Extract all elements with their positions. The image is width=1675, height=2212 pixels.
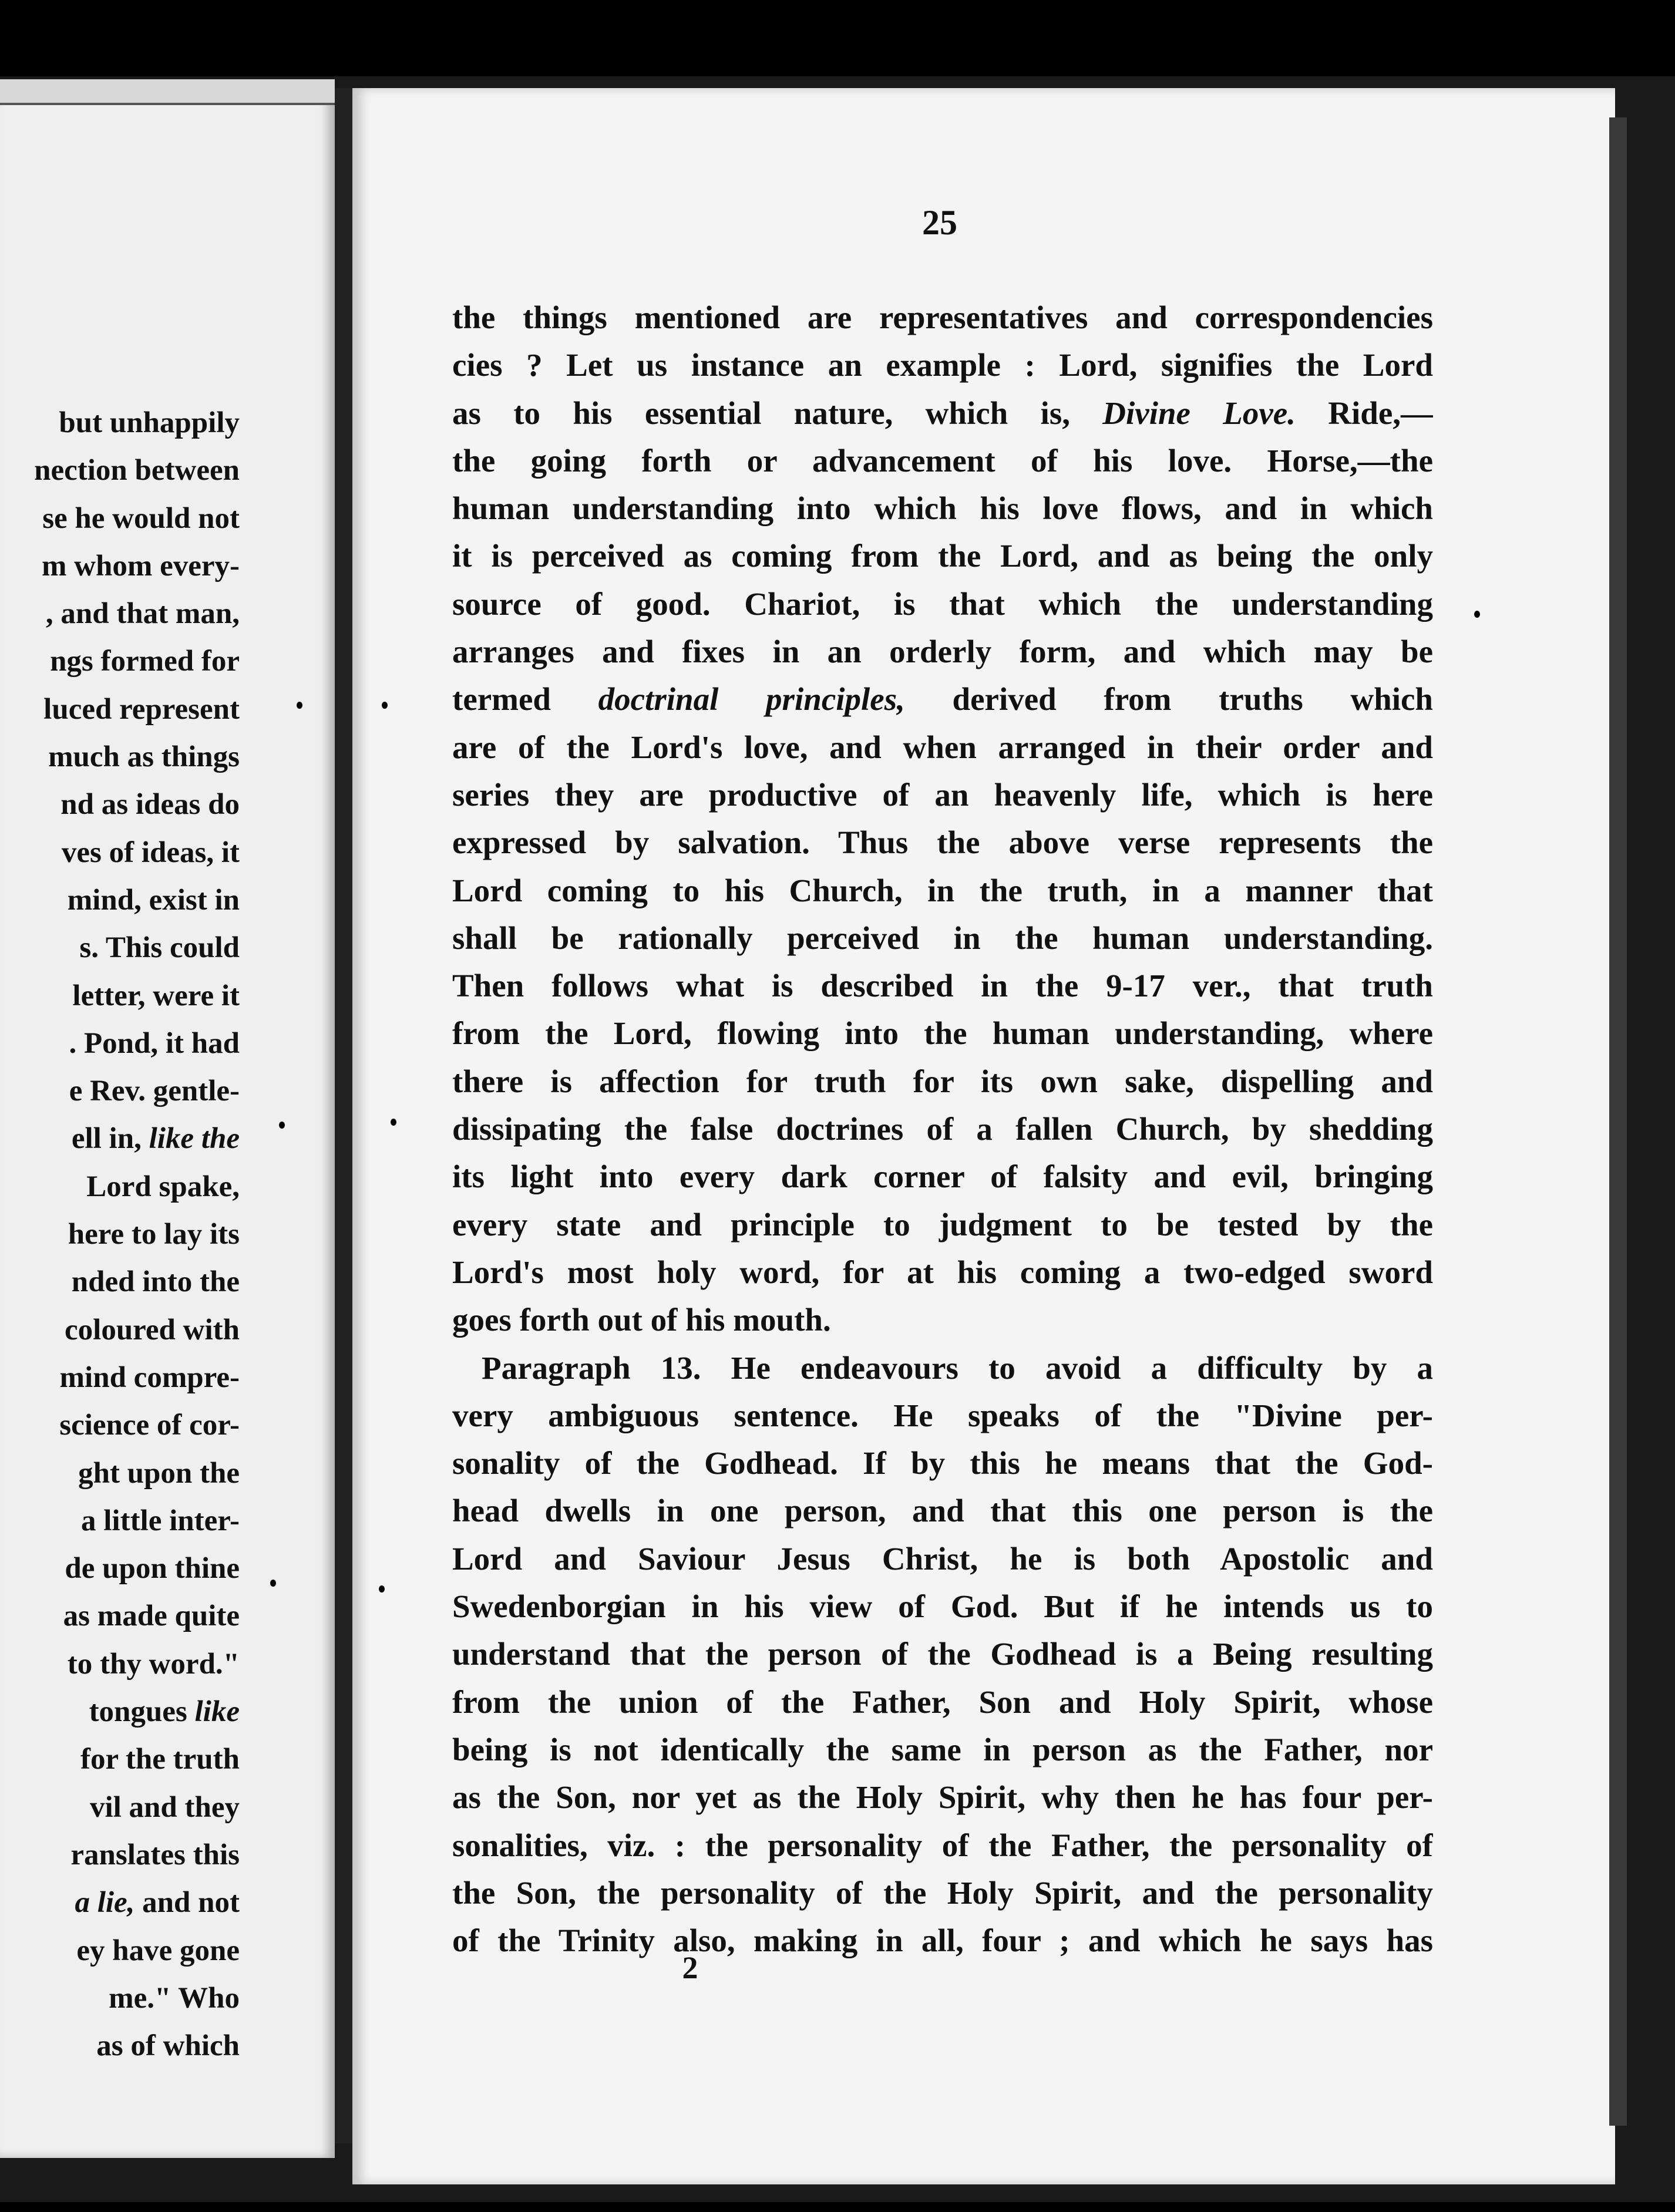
text-line: as the Son, nor yet as the Holy Spirit, why then he has four per- [452,1779,1433,1816]
text-line: the things mentioned are representatives and correspondencies [452,299,1433,335]
text-line: its light into every dark corner of falsity and evil, bringing [452,1159,1433,1195]
text-line: arranges and fixes in an orderly form, and which may be [452,634,1433,670]
book-spine [335,88,352,2143]
text-line: series they are productive of an heavenly life, which is here [452,776,1433,813]
left-page-line: much as things [48,740,240,774]
text-line: of the Trinity also, making in all, four ; and which he says has [452,1923,1433,1959]
text-line: Lord and Saviour Jesus Christ, he is both Apostolic and [452,1540,1433,1577]
text-line: goes forth out of his mouth. [452,1302,831,1338]
paragraph-1 [452,294,1433,1344]
text-line: are of the Lord's love, and when arranged in their order and [452,729,1433,765]
right-page-edge [1609,117,1627,2126]
left-page-edge [0,79,335,105]
left-page-line: to thy word." [67,1647,240,1681]
text-line: cies ? Let us instance an example : Lord, signifies the Lord [452,347,1433,383]
left-page-line: nection between [34,454,240,487]
left-page-line: ell in, like the [71,1122,240,1156]
left-page-line: letter, were it [72,979,240,1012]
left-page-line: m whom every- [41,549,240,583]
page-number: 25 [922,203,957,242]
left-page-line: . Pond, it had [69,1026,240,1060]
left-page-line: coloured with [65,1313,240,1346]
left-page-line: a little inter- [81,1504,240,1537]
left-page-line: but unhappily [59,406,240,439]
text-line: head dwells in one person, and that this one person is the [452,1493,1433,1529]
text-line: shall be rationally perceived in the human understanding. [452,920,1433,956]
left-page-line: ngs formed for [50,645,240,678]
text-line: understand that the person of the Godhead is a Being resulting [452,1636,1433,1672]
left-page-line: as made quite [63,1600,240,1633]
text-line: the Son, the personality of the Holy Spirit, and the personality [452,1874,1433,1911]
text-line: the going forth or advancement of his love. Horse,—the [452,442,1433,479]
left-page-line: as of which [96,2029,240,2063]
scan-speck [1154,44,1160,51]
left-page-line: ey have gone [76,1934,240,1967]
text-line: from the Lord, flowing into the human understanding, where [452,1015,1433,1052]
text-line: Paragraph 13. He endeavours to avoid a difficulty by a [482,1349,1433,1386]
left-page-line: for the truth [80,1743,240,1776]
left-page-line: ves of ideas, it [61,836,240,869]
left-page-line: de upon thine [65,1552,240,1585]
text-line: very ambiguous sentence. He speaks of the "Divine per- [452,1397,1433,1433]
left-page-line: Lord spake, [86,1170,240,1203]
left-page-line: a lie, and not [75,1886,240,1920]
left-page-line: vil and they [89,1790,240,1824]
text-line: Lord's most holy word, for at his coming a two-edged sword [452,1254,1433,1290]
text-line: from the union of the Father, Son and Holy Spirit, whose [452,1684,1433,1720]
text-line: dissipating the false doctrines of a fallen Church, by shedding [452,1111,1433,1147]
text-line: there is affection for truth for its own sake, dispelling and [452,1063,1433,1099]
text-line: Then follows what is described in the 9-17 ver., that truth [452,968,1433,1004]
left-page-line: tongues like [89,1695,240,1729]
scan-speck [279,1122,285,1129]
left-page-line: ght upon the [78,1456,240,1490]
scan-speck [391,1119,396,1126]
left-page-line: me." Who [109,1981,240,2015]
left-page-line: here to lay its [68,1218,240,1251]
left-page-line: ranslates this [70,1838,240,1871]
left-page-line: nded into the [71,1265,240,1299]
left-page-line: science of cor- [59,1409,240,1442]
text-line: source of good. Chariot, is that which the understanding [452,585,1433,622]
text-line: sonalities, viz. : the personality of the Father, the personality of [452,1827,1433,1863]
text-line: termed doctrinal principles, derived from truths which [452,681,1433,718]
scan-speck [379,1585,385,1592]
scan-speck [270,1580,276,1587]
left-page-line: nd as ideas do [60,788,240,821]
left-page-line: mind, exist in [67,883,240,917]
text-line: human understanding into which his love flows, and in which [452,490,1433,527]
left-page-line: s. This could [79,931,240,965]
text-line: every state and principle to judgment to be tested by the [452,1206,1433,1243]
left-page-line: se he would not [42,501,240,535]
scan-speck [297,702,302,709]
text-line: Lord coming to his Church, in the truth, in a manner that [452,872,1433,908]
text-line: being is not identically the same in person as the Father, nor [452,1731,1433,1767]
left-page-line: mind compre- [59,1361,240,1394]
left-page-text [0,399,240,2070]
text-line: sonality of the Godhead. If by this he means that the God- [452,1445,1433,1482]
page-body [452,294,1433,1964]
signature-mark: 2 [682,1950,698,1985]
left-page-line: e Rev. gentle- [69,1075,240,1108]
left-page-line: , and that man, [45,597,240,631]
left-page-line: luced represent [43,692,240,726]
scan-speck [1474,611,1480,618]
text-line: expressed by salvation. Thus the above verse represents the [452,824,1433,861]
paragraph-2 [452,1344,1433,1965]
left-page [0,79,335,2158]
scan-speck [382,702,388,709]
text-line: it is perceived as coming from the Lord, and as being the only [452,538,1433,574]
text-line: Swedenborgian in his view of God. But if he intends us to [452,1588,1433,1625]
text-line: as to his essential nature, which is, Divine Love. Ride,— [452,395,1433,431]
